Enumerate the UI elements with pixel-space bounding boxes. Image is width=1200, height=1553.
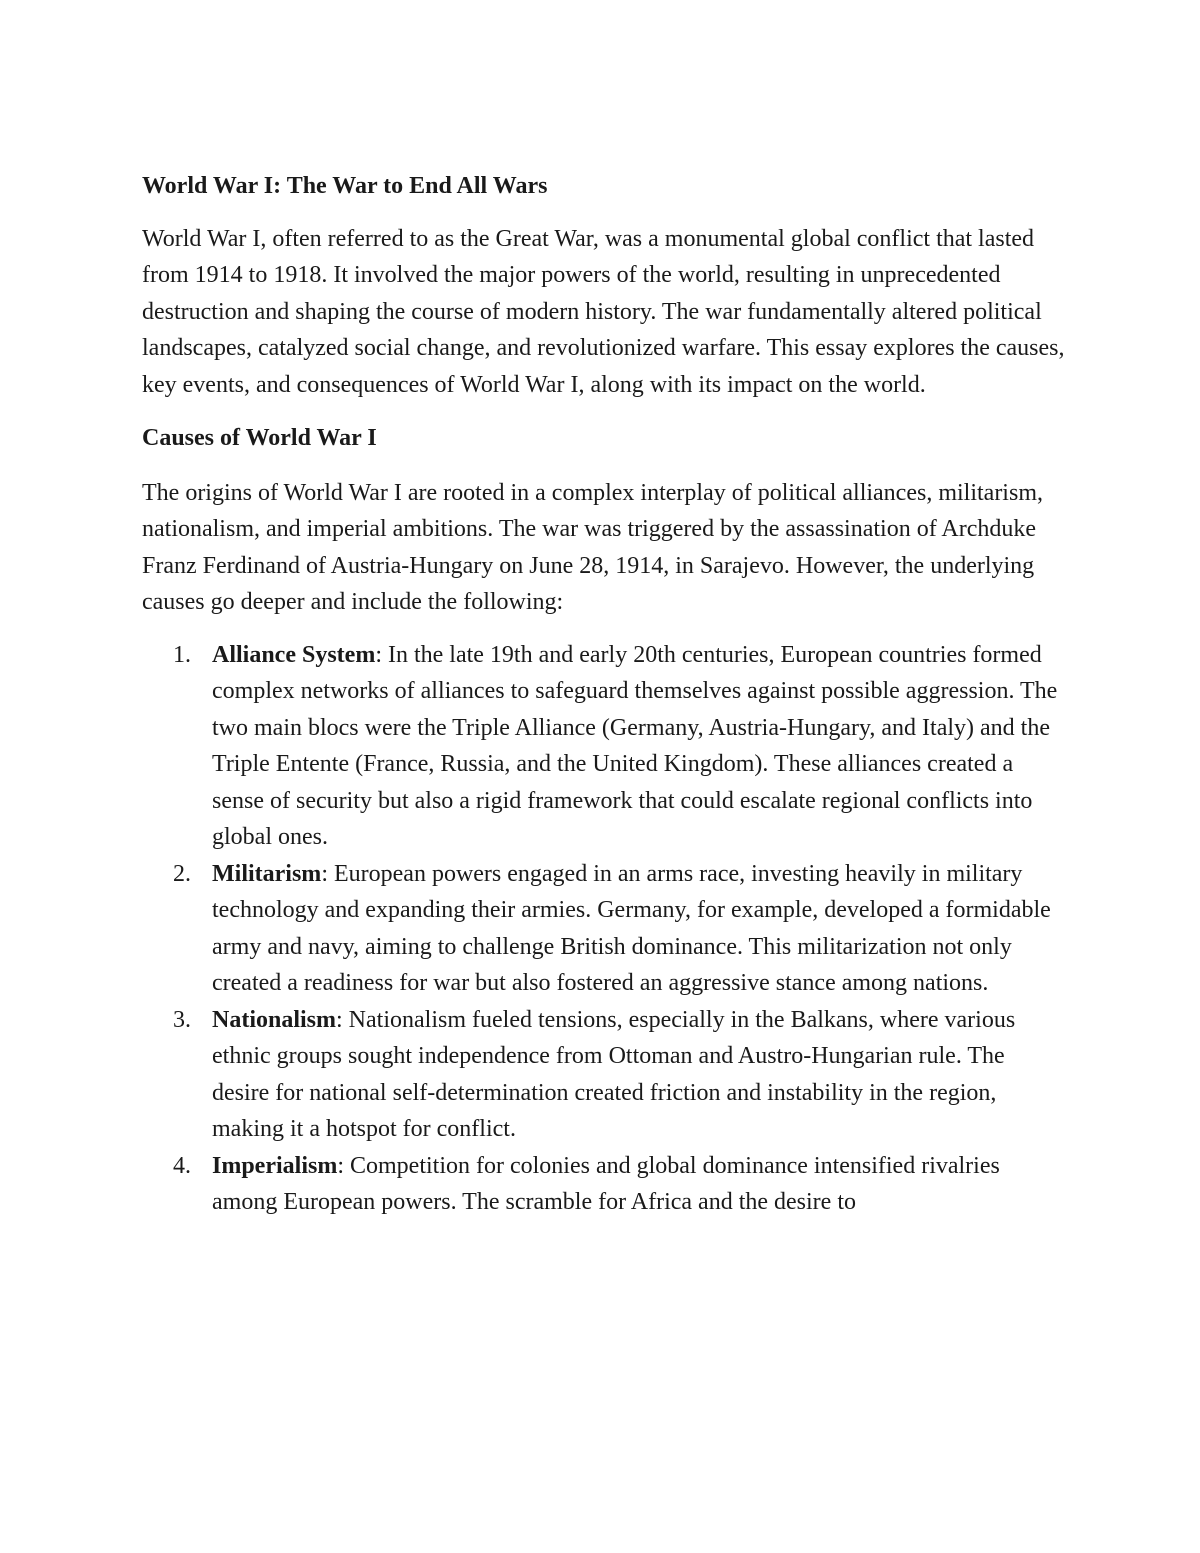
causes-paragraph: The origins of World War I are rooted in a complex interplay of political alliances, militarism, nationalism, and imperial ambitions. The war was triggered by the assassination of Archduke Franz Ferdinand of Austria-Hungary on June 28, 1914, in Sarajevo. However, the underlying causes go deeper and include the following:: [142, 479, 1043, 615]
list-item-alliance-system: [142, 637, 1067, 856]
list-item-text: : Nationalism fueled tensions, especially in the Balkans, where various ethnic groups sought independence from Ottoman and Austro-Hungarian rule. The desire for national self-determination created friction and instability in the region, making it a hotspot for conflict.: [212, 1006, 1016, 1142]
list-number: 1.: [173, 641, 191, 668]
document-page: [142, 168, 1067, 1221]
list-item-militarism: [142, 856, 1067, 1002]
list-item-text: : European powers engaged in an arms race, investing heavily in military technology and expanding their armies. Germany, for example, developed a formidable army and navy, aiming to challenge British dominance. This militarization not only created a readiness for war but also fostered an aggressive stance among nations.: [212, 860, 1051, 996]
list-number: 4.: [173, 1152, 191, 1179]
list-item-text: : In the late 19th and early 20th centuries, European countries formed complex networks of alliances to safeguard themselves against possible aggression. The two main blocs were the Triple Alliance (Germany, Austria-Hungary, and Italy) and the Triple Entente (France, Russia, and the United Kingdom). These alliances created a sense of security but also a rigid framework that could escalate regional conflicts into global ones.: [212, 641, 1058, 850]
list-item-text: : Competition for colonies and global dominance intensified rivalries among European powers. The scramble for Africa and the desire to: [212, 1152, 1000, 1215]
causes-list: [142, 637, 1067, 1221]
list-number: 3.: [173, 1006, 191, 1033]
list-item-nationalism: [142, 1002, 1067, 1148]
list-number: 2.: [173, 860, 191, 887]
list-item-term: Nationalism: [212, 1006, 337, 1033]
list-item-term: Militarism: [212, 860, 322, 887]
document-title: World War I: The War to End All Wars: [142, 173, 548, 199]
causes-heading: Causes of World War I: [142, 425, 377, 451]
intro-paragraph: World War I, often referred to as the Great War, was a monumental global conflict that lasted from 1914 to 1918. It involved the major powers of the world, resulting in unprecedented destruction and shaping the course of modern history. The war fundamentally altered political landscapes, catalyzed social change, and revolutionized warfare. This essay explores the causes, key events, and consequences of World War I, along with its impact on the world.: [142, 225, 1065, 398]
list-item-term: Imperialism: [212, 1152, 338, 1179]
list-item-imperialism: [142, 1148, 1067, 1221]
list-item-term: Alliance System: [212, 641, 376, 668]
